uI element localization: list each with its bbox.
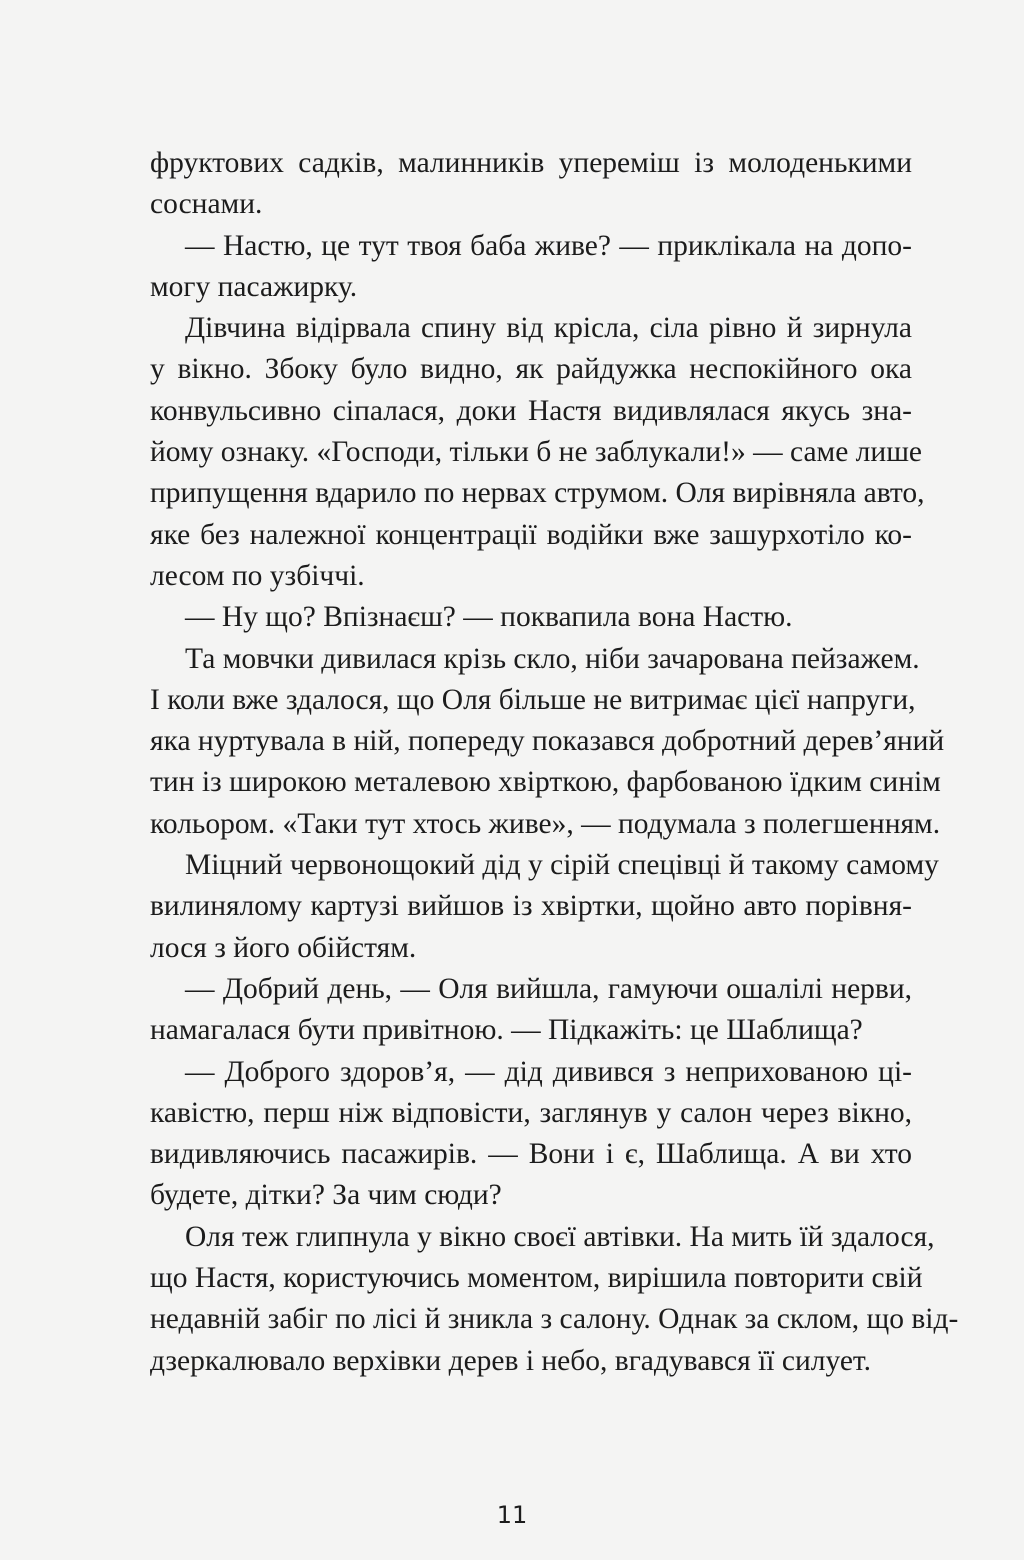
text-line: І коли вже здалося, що Оля більше не витримає цієї напруги, bbox=[150, 683, 916, 716]
page-number: 11 bbox=[496, 1501, 528, 1529]
text-line: Дівчина відірвала спину від крісла, сіла рівно й зирнула bbox=[185, 312, 912, 345]
text-line: що Настя, користуючись моментом, вирішила повторити свій bbox=[150, 1262, 923, 1295]
text-line: — Настю, це тут твоя баба живе? — приклікала на допо- bbox=[185, 229, 912, 262]
text-line: дзеркалювало верхівки дерев і небо, вгадувався її силует. bbox=[150, 1344, 871, 1377]
text-line: видивляючись пасажирів. — Вони і є, Шаблища. А ви хто bbox=[150, 1138, 912, 1171]
text-line: Та мовчки дивилася крізь скло, ніби зачарована пейзажем. bbox=[185, 642, 920, 675]
text-line: припущення вдарило по нервах струмом. Оля вирівняла авто, bbox=[150, 477, 925, 510]
text-line: у вікно. Збоку було видно, як райдужка неспокійного ока bbox=[150, 353, 912, 386]
text-line: кавістю, перш ніж відповісти, заглянув у салон через вікно, bbox=[150, 1096, 912, 1129]
text-line: могу пасажирку. bbox=[150, 270, 358, 303]
text-line: вилинялому картузі вийшов із хвіртки, щойно авто порівня- bbox=[150, 890, 912, 923]
text-line: соснами. bbox=[150, 188, 263, 221]
page-text bbox=[150, 143, 959, 1382]
text-line: лося з його обійстям. bbox=[150, 931, 417, 964]
text-line: недавній забіг по лісі й зникла з салону. Однак за склом, що від- bbox=[150, 1303, 959, 1336]
text-line: Міцний червонощокий дід у сірій спецівці й такому самому bbox=[185, 849, 939, 882]
text-line: тин із широкою металевою хвірткою, фарбованою їдким синім bbox=[150, 766, 941, 799]
text-line: фруктових садків, малинників упереміш із молоденькими bbox=[150, 147, 912, 179]
text-line: намагалася бути привітною. — Підкажіть: це Шаблища? bbox=[150, 1014, 863, 1047]
text-line: яка нуртувала в ній, попереду показався добротний дерев’яний bbox=[150, 725, 945, 758]
text-line: йому ознаку. «Господи, тільки б не заблукали!» — саме лише bbox=[150, 436, 922, 469]
text-line: лесом по узбіччі. bbox=[150, 559, 365, 592]
text-line: будете, дітки? За чим сюди? bbox=[150, 1179, 502, 1212]
text-line: — Добрий день, — Оля вийшла, гамуючи ошалілі нерви, bbox=[185, 972, 912, 1005]
text-line: яке без належної концентрації водійки вже зашурхотіло ко- bbox=[150, 518, 912, 551]
text-line: — Ну що? Впізнаєш? — поквапила вона Настю. bbox=[185, 601, 793, 634]
text-line: Оля теж глипнула у вікно своєї автівки. На мить їй здалося, bbox=[185, 1220, 935, 1253]
text-line: — Доброго здоров’я, — дід дивився з неприхованою ці- bbox=[185, 1055, 912, 1088]
text-line: конвульсивно сіпалася, доки Настя видивлялася якусь зна- bbox=[150, 394, 912, 427]
text-line: кольором. «Таки тут хтось живе», — подумала з полегшенням. bbox=[150, 807, 941, 840]
